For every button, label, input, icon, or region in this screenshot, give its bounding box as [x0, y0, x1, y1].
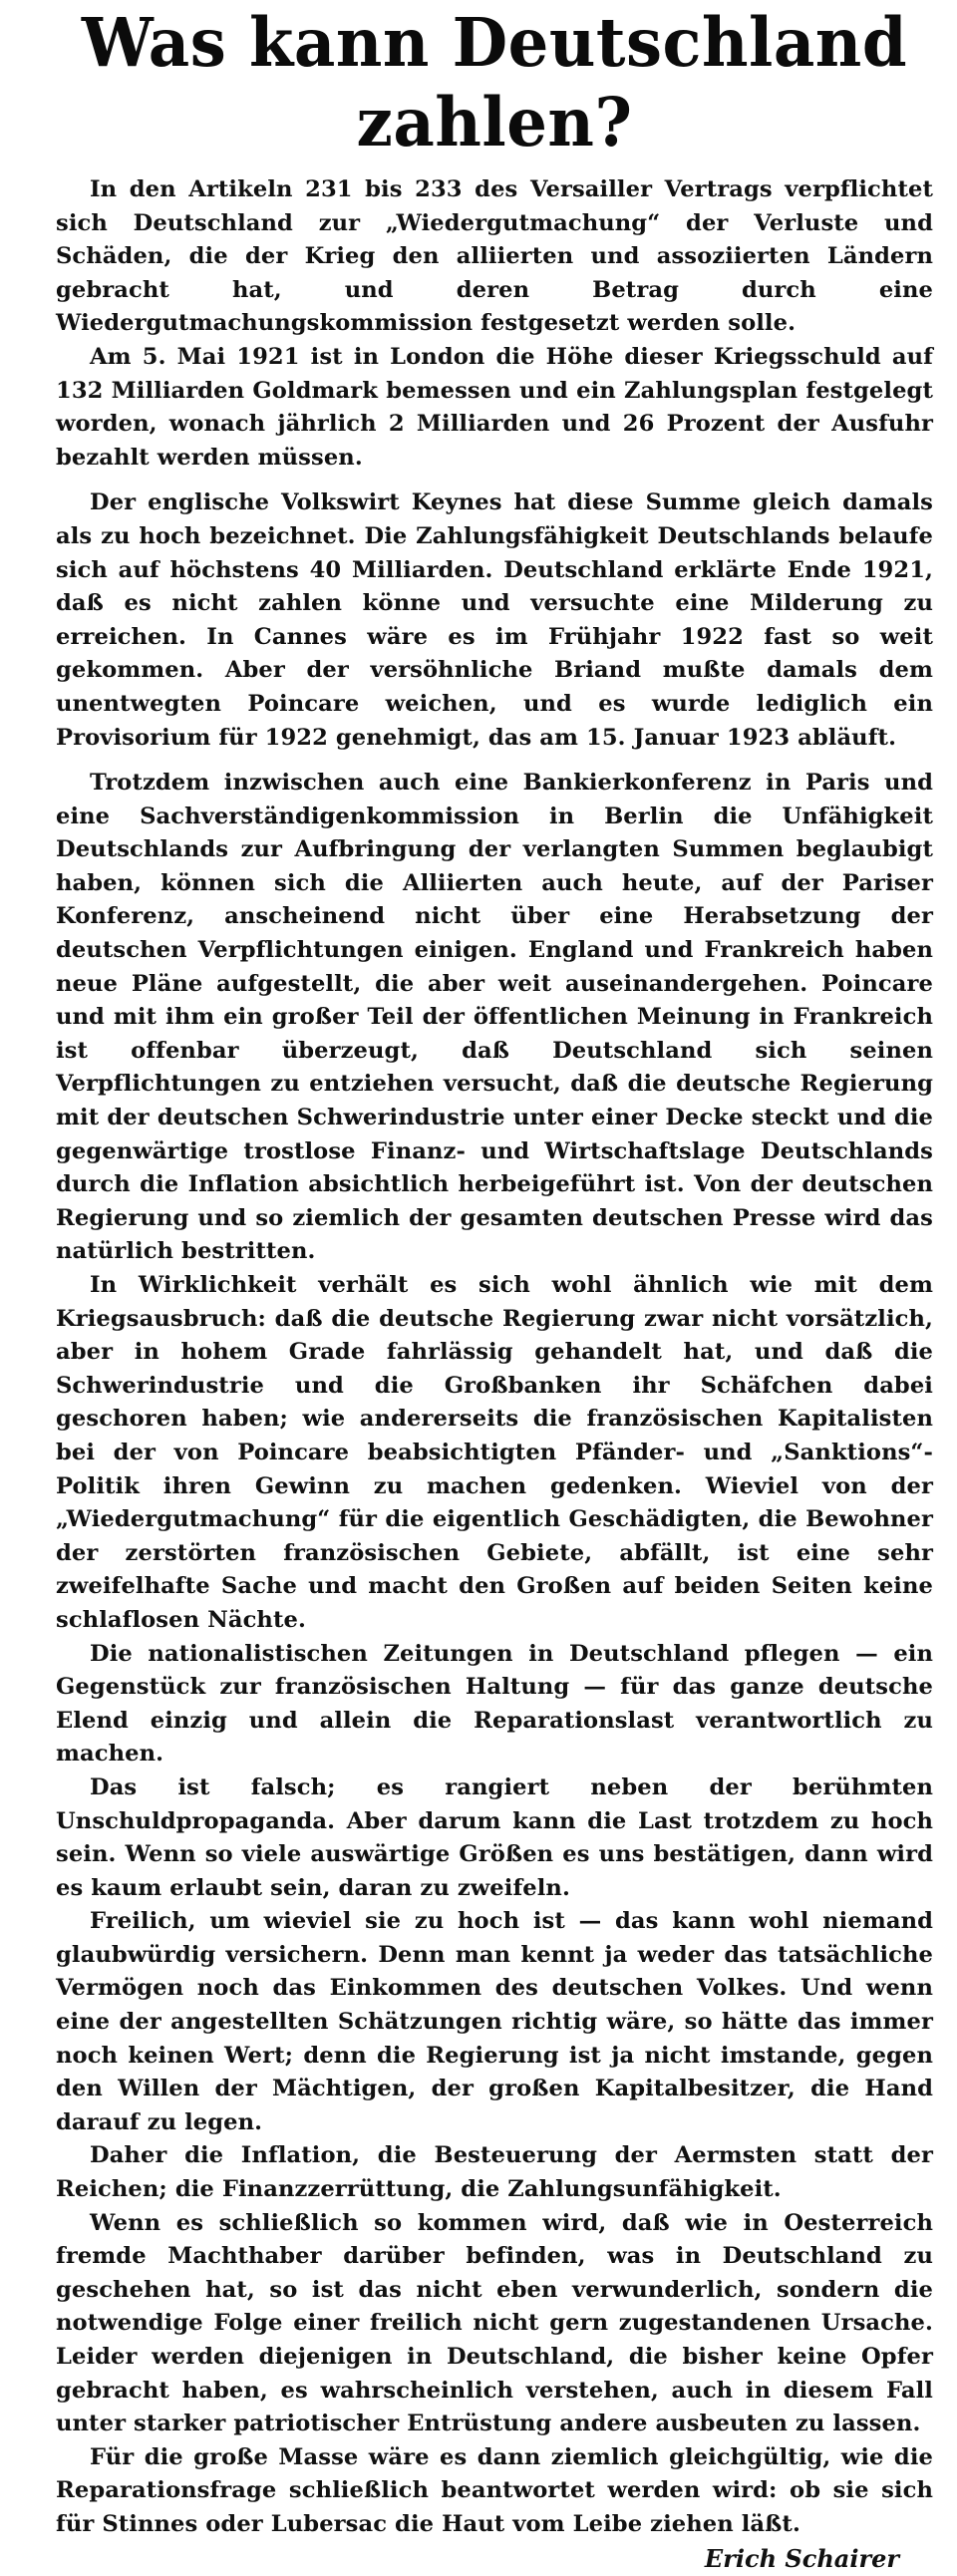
article-paragraph: In Wirklichkeit verhält es sich wohl ähnlich wie mit dem Kriegsausbruch: daß die deutsche Regierung zwar nicht vorsätzlich, aber in hohem Grade fahrlässig gehandelt hat, und daß die Schwerindustrie und die Großbanken ihr Schäfchen dabei geschoren haben; wie andererseits die französischen Kapitalisten bei der von Poincare beabsichtigten Pfänder- und „Sanktions“-Politik ihren Gewinn zu machen gedenken. Wieviel von der „Wiedergutmachung“ für die eigentlich Geschädigten, die Bewohner der zerstörten französischen Gebiete, abfällt, ist eine sehr zweifelhafte Sache und macht den Großen auf beiden Seiten keine schlaflosen Nächte.	[56, 1272, 933, 1633]
article-headline: Was kann Deutschland zahlen?	[81, 4, 908, 162]
article-paragraph: Am 5. Mai 1921 ist in London die Höhe dieser Kriegsschuld auf 132 Milliarden Goldmark bemessen und ein Zahlungsplan festgelegt worden, wonach jährlich 2 Milliarden und 26 Prozent der Ausfuhr bezahlt werden müssen.	[56, 343, 933, 471]
article-paragraph: Für die große Masse wäre es dann ziemlich gleichgültig, wie die Reparationsfrage schließlich beantwortet werden wird: ob sie sich für Stinnes oder Lubersac die Haut vom Leibe ziehen läßt.	[56, 2443, 933, 2537]
article-paragraph: Der englische Volkswirt Keynes hat diese Summe gleich damals als zu hoch bezeichnet. Die Zahlungsfähigkeit Deutschlands belaufe sich auf höchstens 40 Milliarden. Deutschland erklärte Ende 1921, daß es nicht zahlen könne und versuchte eine Milderung zu erreichen. In Cannes wäre es im Frühjahr 1922 fast so weit gekommen. Aber der versöhnliche Briand mußte damals dem unentwegten Poincare weichen, und es wurde lediglich ein Provisorium für 1922 genehmigt, das am 15. Januar 1923 abläuft.	[56, 489, 933, 751]
article-paragraph: Das ist falsch; es rangiert neben der berühmten Unschuldpropaganda. Aber darum kann die Last trotzdem zu hoch sein. Wenn so viele auswärtige Größen es uns bestätigen, dann wird es kaum erlaubt sein, daran zu zweifeln.	[56, 1773, 933, 1901]
article-paragraph: In den Artikeln 231 bis 233 des Versailler Vertrags verpflichtet sich Deutschland zur „Wiedergutmachung“ der Verluste und Schäden, die der Krieg den alliierten und assoziierten Ländern gebracht hat, und deren Betrag durch eine Wiedergutmachungskommission festgesetzt werden solle.	[56, 176, 933, 337]
article-paragraph: Daher die Inflation, die Besteuerung der Aermsten statt der Reichen; die Finanzzerrüttung, die Zahlungsunfähigkeit.	[56, 2142, 933, 2203]
article-paragraph: Freilich, um wieviel sie zu hoch ist — das kann wohl niemand glaubwürdig versichern. Denn man kennt ja weder das tatsächliche Vermögen noch das Einkommen des deutschen Volkes. Und wenn eine der angestellten Schätzungen richtig wäre, so hätte das immer noch keinen Wert; denn die Regierung ist ja nicht imstande, gegen den Willen der Mächtigen, der großen Kapitalbesitzer, die Hand darauf zu legen.	[56, 1908, 933, 2135]
author-signature: Erich Schairer	[704, 2543, 899, 2573]
article-paragraph: Die nationalistischen Zeitungen in Deutschland pflegen — ein Gegenstück zur französischen Haltung — für das ganze deutsche Elend einzig und allein die Reparationslast verantwortlich zu machen.	[56, 1640, 933, 1768]
article-paragraph: Trotzdem inzwischen auch eine Bankierkonferenz in Paris und eine Sachverständigenkommission in Berlin die Unfähigkeit Deutschlands zur Aufbringung der verlangten Summen beglaubigt haben, können sich die Alliierten auch heute, auf der Pariser Konferenz, anscheinend nicht über eine Herabsetzung der deutschen Verpflichtungen einigen. England und Frankreich haben neue Pläne aufgestellt, die aber weit auseinandergehen. Poincare und mit ihm ein großer Teil der öffentlichen Meinung in Frankreich ist offenbar überzeugt, daß Deutschland sich seinen Verpflichtungen zu entziehen versucht, daß die deutsche Regierung mit der deutschen Schwerindustrie unter einer Decke steckt und die gegenwärtige trostlose Finanz- und Wirtschaftslage Deutschlands durch die Inflation absichtlich herbeigeführt ist. Von der deutschen Regierung und so ziemlich der gesamten deutschen Presse wird das natürlich bestritten.	[56, 770, 933, 1265]
article-paragraph: Wenn es schließlich so kommen wird, daß wie in Oesterreich fremde Machthaber darüber befinden, was in Deutschland zu geschehen hat, so ist das nicht eben verwunderlich, sondern die notwendige Folge einer freilich nicht gern zugestandenen Ursache. Leider werden diejenigen in Deutschland, die bisher keine Opfer gebracht haben, es wahrscheinlich verstehen, auch in diesem Fall unter starker patriotischer Entrüstung andere ausbeuten zu lassen.	[56, 2209, 933, 2437]
article-body	[56, 173, 933, 2542]
